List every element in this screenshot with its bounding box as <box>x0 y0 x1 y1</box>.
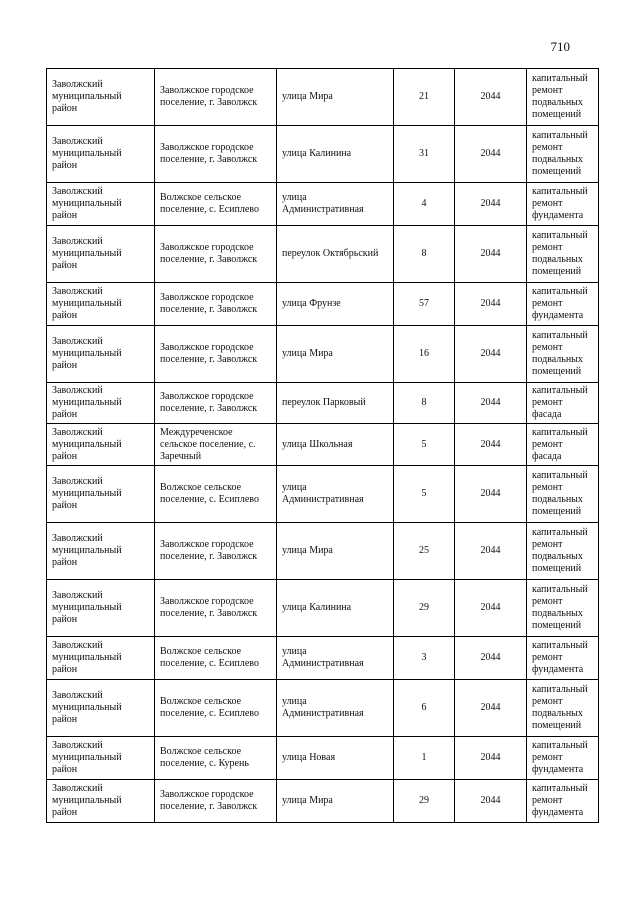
table-row <box>47 126 599 183</box>
cell-district: Заволжский муниципальный район <box>47 680 155 737</box>
table-row <box>47 183 599 226</box>
cell-year: 2044 <box>455 383 527 424</box>
table-row <box>47 226 599 283</box>
cell-district: Заволжский муниципальный район <box>47 283 155 326</box>
cell-settlement: Заволжское городское поселение, г. Заволжск <box>155 383 277 424</box>
cell-house-number: 57 <box>394 283 455 326</box>
cell-work-type: капитальный ремонт подвальных помещений <box>527 680 599 737</box>
cell-district: Заволжский муниципальный район <box>47 780 155 823</box>
cell-work-type: капитальный ремонт фундамента <box>527 637 599 680</box>
cell-street: улица Административная <box>277 680 394 737</box>
cell-settlement: Волжское сельское поселение, с. Есиплево <box>155 680 277 737</box>
cell-work-type: капитальный ремонт фундамента <box>527 183 599 226</box>
cell-street: улица Мира <box>277 326 394 383</box>
table-row <box>47 383 599 424</box>
cell-district: Заволжский муниципальный район <box>47 326 155 383</box>
cell-street: улица Административная <box>277 183 394 226</box>
cell-settlement: Заволжское городское поселение, г. Заволжск <box>155 283 277 326</box>
cell-district: Заволжский муниципальный район <box>47 580 155 637</box>
cell-street: улица Мира <box>277 523 394 580</box>
table-row <box>47 523 599 580</box>
cell-street: улица Школьная <box>277 424 394 466</box>
cell-house-number: 25 <box>394 523 455 580</box>
cell-year: 2044 <box>455 580 527 637</box>
table-row <box>47 637 599 680</box>
cell-street: улица Мира <box>277 69 394 126</box>
cell-settlement: Заволжское городское поселение, г. Заволжск <box>155 226 277 283</box>
cell-house-number: 5 <box>394 466 455 523</box>
cell-year: 2044 <box>455 737 527 780</box>
cell-house-number: 5 <box>394 424 455 466</box>
cell-street: улица Фрунзе <box>277 283 394 326</box>
table-row <box>47 69 599 126</box>
cell-district: Заволжский муниципальный район <box>47 126 155 183</box>
cell-district: Заволжский муниципальный район <box>47 383 155 424</box>
cell-work-type: капитальный ремонт фундамента <box>527 737 599 780</box>
cell-street: улица Новая <box>277 737 394 780</box>
table-row <box>47 424 599 466</box>
cell-house-number: 6 <box>394 680 455 737</box>
cell-house-number: 29 <box>394 780 455 823</box>
cell-house-number: 21 <box>394 69 455 126</box>
cell-work-type: капитальный ремонт подвальных помещений <box>527 326 599 383</box>
cell-street: переулок Парковый <box>277 383 394 424</box>
cell-year: 2044 <box>455 326 527 383</box>
cell-district: Заволжский муниципальный район <box>47 424 155 466</box>
cell-work-type: капитальный ремонт подвальных помещений <box>527 226 599 283</box>
cell-year: 2044 <box>455 680 527 737</box>
table-row <box>47 780 599 823</box>
cell-district: Заволжский муниципальный район <box>47 69 155 126</box>
table-row <box>47 580 599 637</box>
cell-year: 2044 <box>455 226 527 283</box>
cell-work-type: капитальный ремонт фундамента <box>527 283 599 326</box>
repair-schedule-table <box>46 68 599 823</box>
cell-settlement: Заволжское городское поселение, г. Заволжск <box>155 326 277 383</box>
cell-work-type: капитальный ремонт подвальных помещений <box>527 126 599 183</box>
cell-work-type: капитальный ремонт подвальных помещений <box>527 580 599 637</box>
cell-street: улица Калинина <box>277 126 394 183</box>
cell-street: улица Мира <box>277 780 394 823</box>
cell-settlement: Заволжское городское поселение, г. Заволжск <box>155 69 277 126</box>
cell-year: 2044 <box>455 637 527 680</box>
cell-district: Заволжский муниципальный район <box>47 226 155 283</box>
cell-street: переулок Октябрьский <box>277 226 394 283</box>
cell-year: 2044 <box>455 183 527 226</box>
cell-settlement: Волжское сельское поселение, с. Есиплево <box>155 466 277 523</box>
table-row <box>47 326 599 383</box>
cell-settlement: Заволжское городское поселение, г. Заволжск <box>155 126 277 183</box>
cell-house-number: 29 <box>394 580 455 637</box>
cell-district: Заволжский муниципальный район <box>47 637 155 680</box>
cell-house-number: 1 <box>394 737 455 780</box>
cell-year: 2044 <box>455 780 527 823</box>
table-body <box>47 69 599 823</box>
cell-settlement: Заволжское городское поселение, г. Заволжск <box>155 523 277 580</box>
cell-street: улица Административная <box>277 637 394 680</box>
cell-settlement: Волжское сельское поселение, с. Есиплево <box>155 183 277 226</box>
cell-work-type: капитальный ремонт подвальных помещений <box>527 69 599 126</box>
table-row <box>47 680 599 737</box>
cell-street: улица Калинина <box>277 580 394 637</box>
cell-work-type: капитальный ремонт фасада <box>527 424 599 466</box>
cell-house-number: 31 <box>394 126 455 183</box>
cell-settlement: Волжское сельское поселение, с. Курень <box>155 737 277 780</box>
cell-house-number: 8 <box>394 383 455 424</box>
cell-year: 2044 <box>455 466 527 523</box>
cell-district: Заволжский муниципальный район <box>47 523 155 580</box>
table-row <box>47 737 599 780</box>
cell-house-number: 16 <box>394 326 455 383</box>
cell-work-type: капитальный ремонт подвальных помещений <box>527 466 599 523</box>
cell-work-type: капитальный ремонт подвальных помещений <box>527 523 599 580</box>
cell-house-number: 4 <box>394 183 455 226</box>
cell-district: Заволжский муниципальный район <box>47 737 155 780</box>
cell-year: 2044 <box>455 283 527 326</box>
cell-settlement: Волжское сельское поселение, с. Есиплево <box>155 637 277 680</box>
cell-house-number: 8 <box>394 226 455 283</box>
cell-settlement: Междуреченское сельское поселение, с. Заречный <box>155 424 277 466</box>
cell-work-type: капитальный ремонт фасада <box>527 383 599 424</box>
cell-house-number: 3 <box>394 637 455 680</box>
cell-year: 2044 <box>455 523 527 580</box>
table-row <box>47 283 599 326</box>
cell-street: улица Административная <box>277 466 394 523</box>
cell-year: 2044 <box>455 424 527 466</box>
cell-year: 2044 <box>455 126 527 183</box>
cell-settlement: Заволжское городское поселение, г. Заволжск <box>155 780 277 823</box>
cell-work-type: капитальный ремонт фундамента <box>527 780 599 823</box>
cell-settlement: Заволжское городское поселение, г. Заволжск <box>155 580 277 637</box>
cell-district: Заволжский муниципальный район <box>47 183 155 226</box>
table-row <box>47 466 599 523</box>
page-number: 710 <box>550 39 570 54</box>
cell-year: 2044 <box>455 69 527 126</box>
cell-district: Заволжский муниципальный район <box>47 466 155 523</box>
